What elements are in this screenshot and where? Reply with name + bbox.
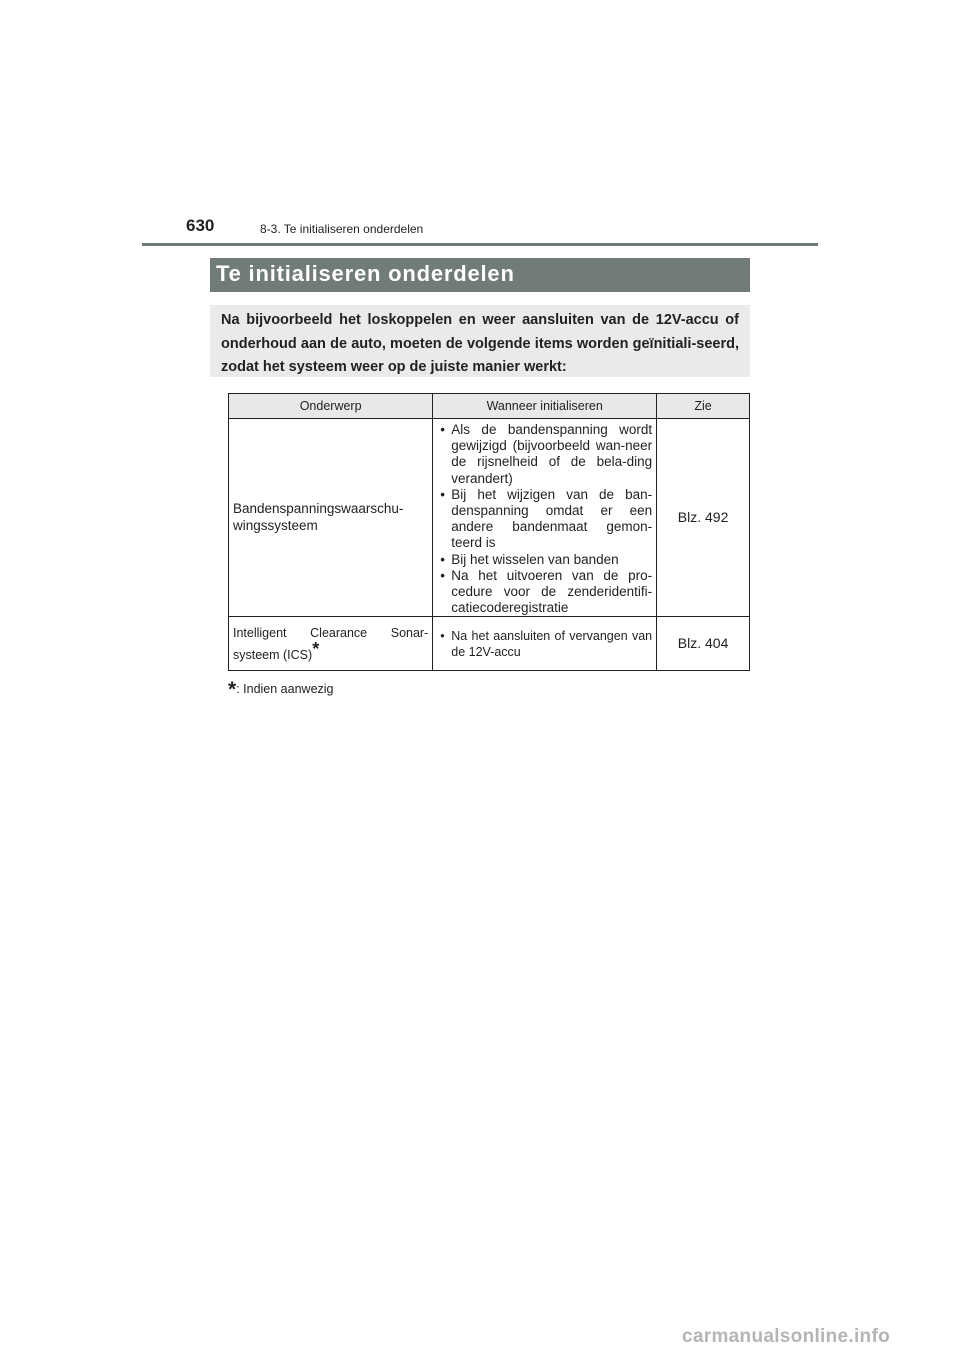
subject-text: Intelligent Clearance Sonar-systeem (ICS)* xyxy=(233,625,429,662)
initialization-table xyxy=(228,393,750,671)
bullet-icon: • xyxy=(440,567,445,583)
header-when: Wanneer initialiseren xyxy=(433,394,657,419)
when-list xyxy=(437,628,652,660)
table-row xyxy=(229,419,750,617)
intro-text: Na bijvoorbeeld het loskoppelen en weer aansluiten van de 12V-accu of onderhoud aan de auto, moeten de volgende items worden geïnitiali-seerd, zodat het systeem weer op de juiste manier werkt: xyxy=(221,312,739,375)
footnote-mark: * xyxy=(228,678,237,701)
list-item: • Na het aansluiten of vervangen van de 12V-accu xyxy=(440,628,653,659)
footnote-marker: * xyxy=(312,638,320,659)
page-reference: Blz. 404 xyxy=(677,635,729,652)
page-number: 630 xyxy=(186,216,215,235)
list-item: • Bij het wisselen van banden xyxy=(440,551,619,567)
list-item: • Bij het wijzigen van de ban-denspanning omdat er een andere bandenmaat gemon-teerd is xyxy=(440,486,653,551)
cell-when xyxy=(433,617,657,671)
cell-subject xyxy=(229,617,433,671)
page-reference: Blz. 492 xyxy=(677,509,729,526)
footnote-text: Indien aanwezig xyxy=(243,682,334,696)
list-item: • Als de bandenspanning wordt gewijzigd (bijvoorbeeld wan-neer de rijsnelheid of de bela-ding verandert) xyxy=(440,422,653,486)
cell-subject xyxy=(229,419,433,617)
watermark: carmanualsonline.info xyxy=(682,1326,890,1347)
footnote xyxy=(228,678,334,702)
bullet-icon: • xyxy=(440,422,445,437)
subject-text: Bandenspanningswaarschu-wingssysteem xyxy=(233,501,404,533)
bullet-icon: • xyxy=(440,551,445,567)
cell-when xyxy=(433,419,657,617)
section-reference: 8-3. Te initialiseren onderdelen xyxy=(260,222,424,236)
intro-box xyxy=(210,305,750,377)
table-header-row xyxy=(229,394,750,419)
bullet-icon: • xyxy=(440,628,445,643)
page-title: Te initialiseren onderdelen xyxy=(216,261,515,286)
table-row xyxy=(229,617,750,671)
when-list xyxy=(437,419,652,616)
footnote-separator: : xyxy=(236,682,240,696)
title-banner xyxy=(210,258,750,292)
header-subject: Onderwerp xyxy=(229,394,433,419)
list-item: • Na het uitvoeren van de pro-cedure voor de zenderidentifi-catiecoderegistratie xyxy=(440,567,653,616)
bullet-icon: • xyxy=(440,486,445,502)
header-ref: Zie xyxy=(657,394,750,419)
cell-ref xyxy=(657,419,750,617)
header-rule xyxy=(142,243,818,246)
cell-ref xyxy=(657,617,750,671)
